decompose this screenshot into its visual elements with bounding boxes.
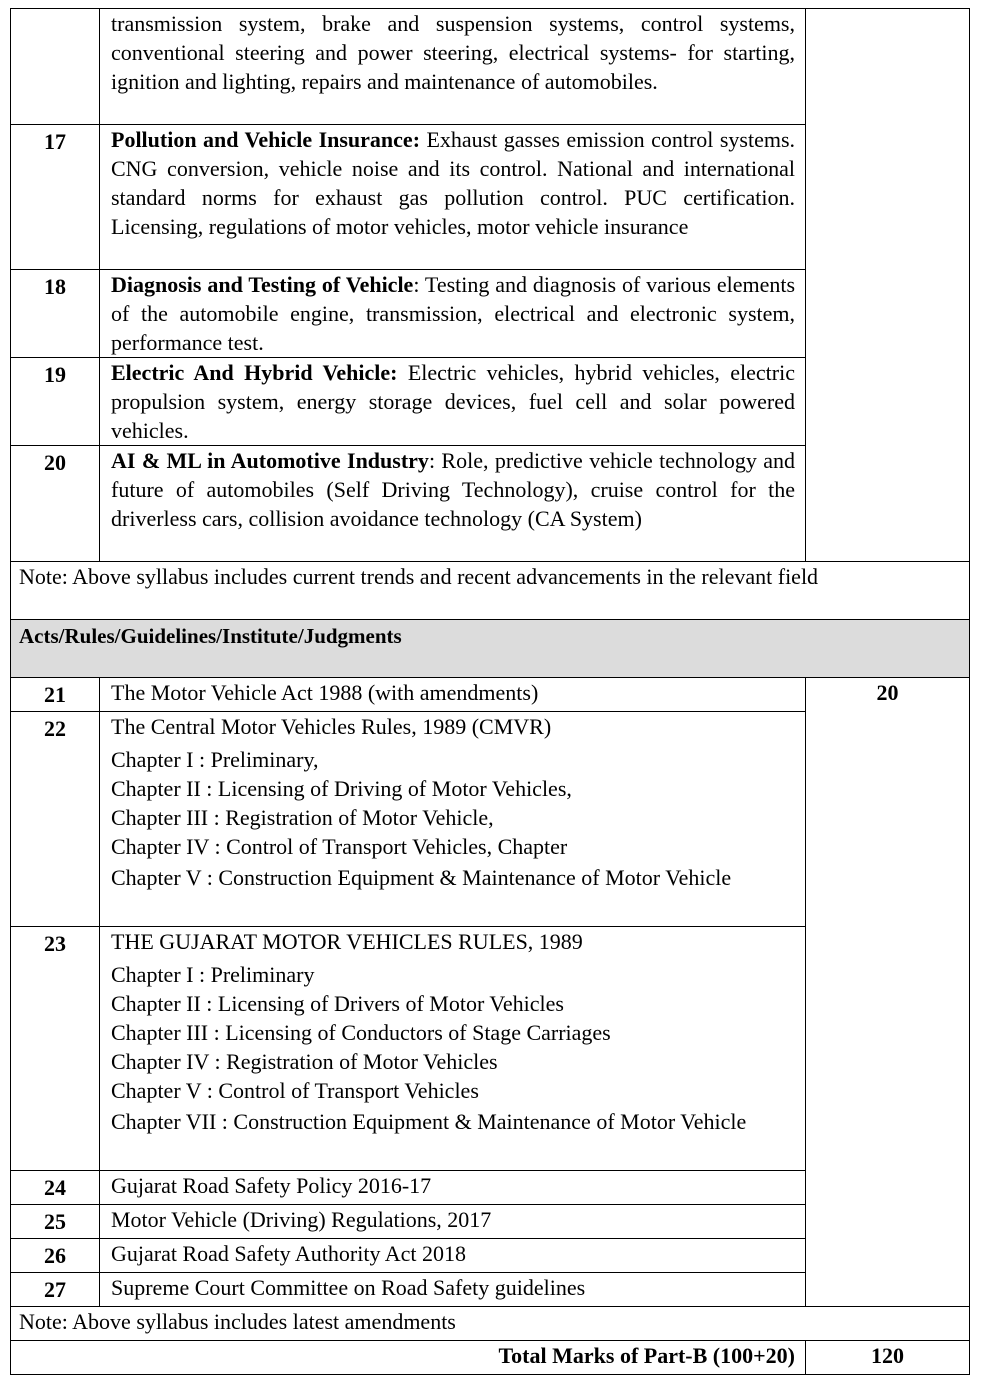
row-number: 25 — [11, 1205, 100, 1239]
chapter-item: Chapter V : Construction Equipment & Maintenance of Motor Vehicle — [111, 865, 732, 890]
act-title: Gujarat Road Safety Policy 2016-17 — [100, 1171, 806, 1205]
row-number: 22 — [11, 712, 100, 927]
act-title: THE GUJARAT MOTOR VEHICLES RULES, 1989 — [111, 929, 583, 954]
act-description — [100, 927, 806, 1171]
row-number — [11, 9, 100, 125]
total-row — [11, 1341, 970, 1375]
act-description — [100, 712, 806, 927]
topic-text: : Role, predictive vehicle technology and future of automobiles (Self Driving Technology), cruise control for the driverless cars, collision avoidance technology (CA System) — [111, 448, 795, 531]
chapter-item: Chapter I : Preliminary — [111, 962, 315, 987]
act-title: The Central Motor Vehicles Rules, 1989 (CMVR) — [111, 714, 552, 739]
topic-description — [100, 9, 806, 125]
topic-text: Exhaust gasses emission control systems. CNG conversion, vehicle noise and its control. National and international standard norms for exhaust gas pollution control. PUC certification. Licensing, regulations of motor vehicles, motor vehicle insurance — [111, 127, 796, 239]
topic-title: Pollution and Vehicle Insurance: — [111, 127, 421, 152]
acts-marks: 20 — [806, 678, 970, 1307]
syllabus-note: Note: Above syllabus includes current trends and recent advancements in the relevant field — [11, 562, 970, 620]
chapter-item: Chapter VII : Construction Equipment & Maintenance of Motor Vehicle — [111, 1109, 747, 1134]
row-number: 21 — [11, 678, 100, 712]
chapter-item: Chapter IV : Control of Transport Vehicles, Chapter — [111, 834, 568, 859]
act-title: Motor Vehicle (Driving) Regulations, 2017 — [100, 1205, 806, 1239]
act-title: Supreme Court Committee on Road Safety guidelines — [100, 1273, 806, 1307]
topic-description — [100, 358, 806, 446]
act-title: The Motor Vehicle Act 1988 (with amendments) — [100, 678, 806, 712]
chapter-item: Chapter V : Control of Transport Vehicles — [111, 1078, 479, 1103]
chapter-item: Chapter II : Licensing of Drivers of Motor Vehicles — [111, 991, 564, 1016]
topic-title: Electric And Hybrid Vehicle: — [111, 360, 398, 385]
topic-description — [100, 446, 806, 562]
row-number: 24 — [11, 1171, 100, 1205]
total-marks-value: 120 — [806, 1341, 970, 1375]
act-title: Gujarat Road Safety Authority Act 2018 — [100, 1239, 806, 1273]
chapter-item: Chapter III : Registration of Motor Vehicle, — [111, 805, 494, 830]
topic-text: : Testing and diagnosis of various elements of the automobile engine, transmission, electrical and electronic system, performance test. — [111, 272, 796, 355]
section-heading-row — [11, 620, 970, 678]
topic-description — [100, 270, 806, 358]
topic-description — [100, 125, 806, 270]
section-heading: Acts/Rules/Guidelines/Institute/Judgments — [11, 620, 970, 678]
row-number: 18 — [11, 270, 100, 358]
row-number: 27 — [11, 1273, 100, 1307]
chapter-item: Chapter III : Licensing of Conductors of Stage Carriages — [111, 1020, 611, 1045]
topic-title: AI & ML in Automotive Industry — [111, 448, 429, 473]
row-number: 17 — [11, 125, 100, 270]
amendments-note: Note: Above syllabus includes latest amendments — [11, 1307, 970, 1341]
note-row — [11, 562, 970, 620]
note-row — [11, 1307, 970, 1341]
table-row — [11, 9, 970, 125]
chapter-item: Chapter IV : Registration of Motor Vehicles — [111, 1049, 498, 1074]
total-marks-label: Total Marks of Part-B (100+20) — [11, 1341, 806, 1375]
row-number: 20 — [11, 446, 100, 562]
chapter-item: Chapter I : Preliminary, — [111, 747, 319, 772]
topic-title: Diagnosis and Testing of Vehicle — [111, 272, 414, 297]
row-number: 19 — [11, 358, 100, 446]
chapter-item: Chapter II : Licensing of Driving of Motor Vehicles, — [111, 776, 572, 801]
row-number: 23 — [11, 927, 100, 1171]
syllabus-table — [10, 8, 970, 1375]
table-row — [11, 678, 970, 712]
topic-text: Electric vehicles, hybrid vehicles, electric propulsion system, energy storage devices, fuel cell and solar powered vehicles. — [111, 360, 795, 443]
topic-text: transmission system, brake and suspension systems, control systems, conventional steering and power steering, electrical systems- for starting, ignition and lighting, repairs and maintenance of automobiles. — [111, 11, 795, 94]
row-number: 26 — [11, 1239, 100, 1273]
marks-cell — [806, 9, 970, 562]
